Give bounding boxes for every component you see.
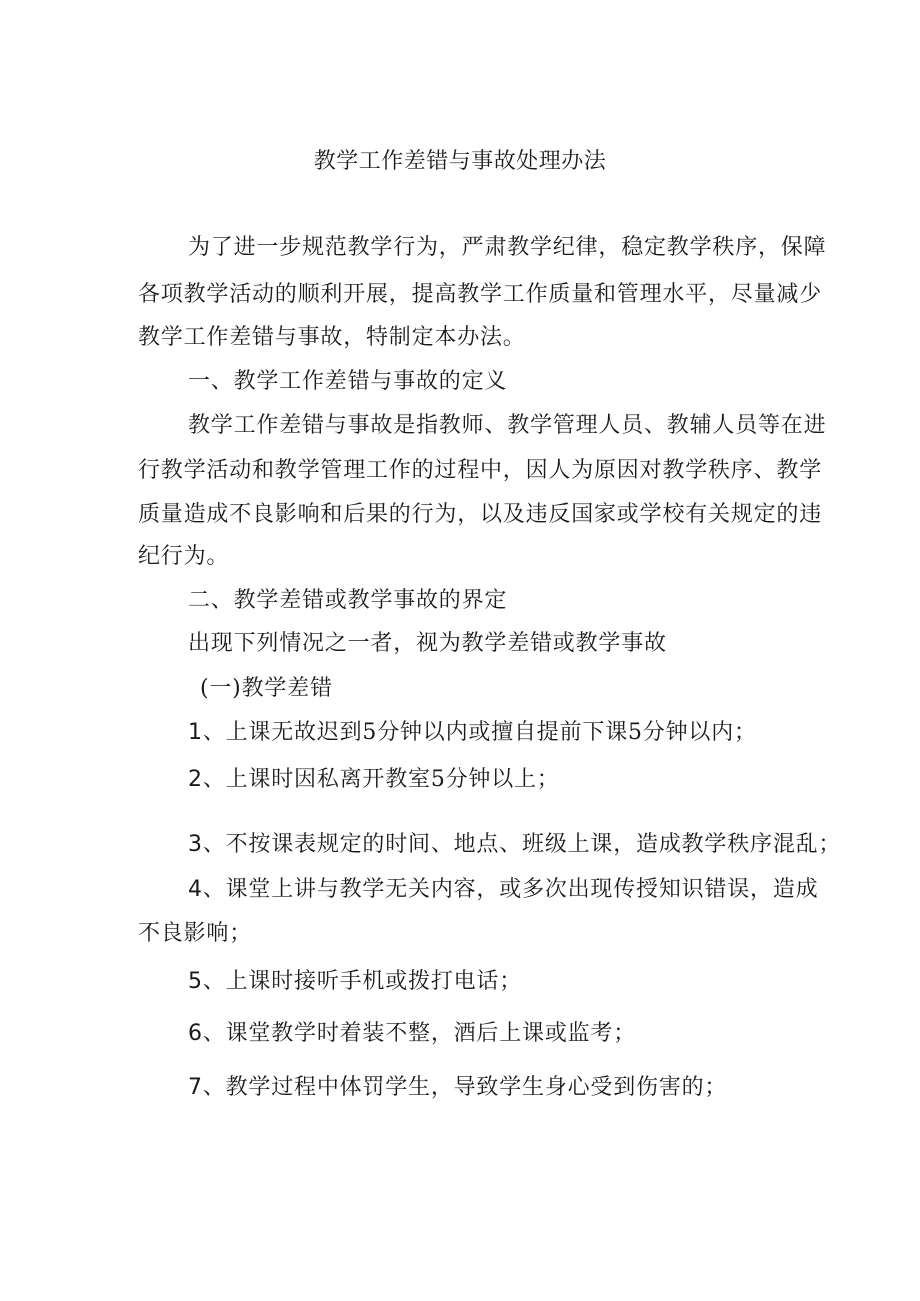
list-item-text: 、上课无故迟到5分钟以内或擅自提前下课5分钟以内；: [202, 720, 757, 745]
intro-line-3: 教学工作差错与事故，特制定本办法。: [138, 325, 526, 350]
list-item-5: [188, 966, 522, 998]
list-item-4-continued: 不良影响；: [138, 921, 253, 946]
list-item-text: 、上课时因私离开教室5分钟以上；: [202, 767, 560, 792]
list-item-text: 、不按课表规定的时间、地点、班级上课，造成教学秩序混乱；: [202, 832, 842, 857]
document-title: 教学工作差错与事故处理办法: [313, 149, 607, 174]
section-2-subheading: (一)教学差错: [200, 676, 333, 701]
list-item-number: 1: [188, 720, 203, 745]
list-item-number: 2: [188, 767, 203, 792]
list-item-text: 、课堂上讲与教学无关内容，或多次出现传授知识错误，造成: [202, 877, 819, 902]
list-item-number: 3: [188, 832, 203, 857]
list-item-text: 、教学过程中体罚学生，导致学生身心受到伤害的；: [202, 1075, 728, 1100]
intro-line-2: 各项教学活动的顺利开展，提高教学工作质量和管理水平，尽量减少: [138, 282, 823, 307]
section-1-heading: 一、教学工作差错与事故的定义: [188, 369, 508, 394]
section-2-heading: 二、教学差错或教学事故的界定: [188, 588, 508, 613]
section-1-line-1: 教学工作差错与事故是指教师、教学管理人员、教辅人员等在进: [188, 413, 827, 438]
list-item-1: [188, 717, 757, 749]
section-1-line-2: 行教学活动和教学管理工作的过程中，因人为原因对教学秩序、教学: [138, 458, 823, 483]
list-item-text: 、课堂教学时着装不整，酒后上课或监考；: [202, 1021, 637, 1046]
list-item-7: [188, 1072, 727, 1104]
list-item-6: [188, 1018, 636, 1050]
list-item-number: 6: [188, 1021, 203, 1046]
intro-line-1: 为了进一步规范教学行为，严肃教学纪律，稳定教学秩序，保障: [188, 235, 827, 260]
list-item-3: [188, 829, 841, 861]
list-item-number: 4: [188, 877, 203, 902]
list-item-number: 5: [188, 969, 203, 994]
section-1-line-3: 质量造成不良影响和后果的行为，以及违反国家或学校有关规定的违: [138, 502, 823, 527]
list-item-2: [188, 764, 560, 796]
section-1-line-4: 纪行为。: [138, 544, 230, 569]
section-2-lead: 出现下列情况之一者，视为教学差错或教学事故: [188, 631, 667, 656]
list-item-4: [188, 874, 818, 906]
list-item-text: 、上课时接听手机或拨打电话；: [202, 969, 523, 994]
list-item-number: 7: [188, 1075, 203, 1100]
